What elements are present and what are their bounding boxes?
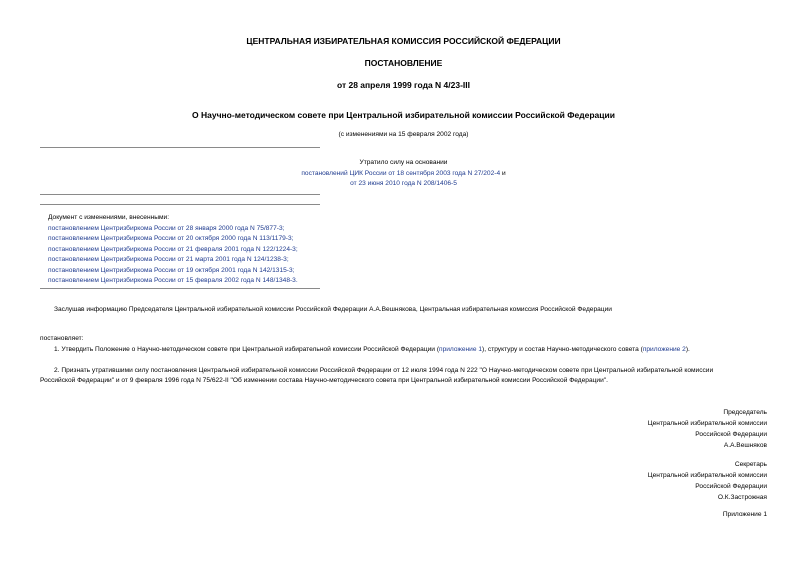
item-2-line-1: 2. Признать утратившими силу постановления Центральной избирательной комиссии Российской Федерации от 12 июля 1994 года N 222 "О Научно-методическом совете при Центральной избирательной комиссии [54, 367, 714, 374]
divider [40, 288, 320, 289]
document-type: ПОСТАНОВЛЕНИЕ [364, 58, 443, 68]
expired-line1: Утратило силу на основании [359, 159, 448, 166]
item-1: 1. Утвердить Положение о Научно-методическом совете при Центральной избирательной комиссии Российской Федерации (приложение 1), структуру и состав Научно-методического совета (приложение 2). [54, 346, 690, 353]
appendix-2-link[interactable]: приложение 2 [642, 346, 686, 353]
appendix-1-link[interactable]: приложение 1 [439, 346, 483, 353]
item-2-line-2: Российской Федерации" и от 9 февраля 1996 года N 75/622-II "Об изменении состава Научно-методического совета при Центральной избирательной комиссии Российской Федерации". [40, 377, 608, 384]
amendments-list [48, 213, 298, 287]
amendment-link[interactable]: постановлением Центризбиркома России от 15 февраля 2002 года N 148/1348-3. [48, 277, 298, 284]
secretary-role: Секретарь [734, 461, 767, 468]
amendment-link[interactable]: постановлением Центризбиркома России от 21 марта 2001 года N 124/1238-3; [48, 256, 289, 263]
divider [40, 147, 320, 148]
secretary-org-1: Центральной избирательной комиссии [647, 472, 767, 479]
expired-and: и [500, 169, 506, 177]
amendment-link[interactable]: постановлением Центризбиркома России от 28 января 2000 года N 75/877-3; [48, 224, 285, 232]
resolves-label: постановляет: [40, 335, 84, 342]
amendment-link[interactable]: постановлением Центризбиркома России от 21 февраля 2001 года N 122/1224-3; [48, 245, 298, 253]
secretary-org-2: Российской Федерации [695, 483, 767, 490]
expired-block [0, 158, 807, 190]
document-date-number: от 28 апреля 1999 года N 4/23-III [336, 80, 471, 90]
chairman-org-1: Центральной избирательной комиссии [647, 420, 767, 427]
chairman-name: А.А.Вешняков [723, 442, 767, 449]
document-title: О Научно-методическом совете при Центральной избирательной комиссии Российской Федерации [192, 110, 615, 120]
commission-heading: ЦЕНТРАЛЬНАЯ ИЗБИРАТЕЛЬНАЯ КОМИССИЯ РОССИЙСКОЙ ФЕДЕРАЦИИ [246, 36, 561, 46]
expired-line2 [0, 169, 807, 180]
appendix-label: Приложение 1 [722, 511, 767, 518]
amendments-intro: Документ с изменениями, внесенными: [48, 214, 170, 221]
expired-link-2[interactable]: от 23 июня 2010 года N 208/1406-5 [350, 180, 457, 187]
secretary-name: О.К.Застрожная [717, 494, 767, 501]
chairman-org-2: Российской Федерации [695, 431, 767, 438]
expired-link-1[interactable]: постановлений ЦИК России от 18 сентября 2003 года N 27/202-4 [301, 169, 501, 177]
chairman-block [648, 407, 767, 451]
preamble: Заслушав информацию Председателя Центральной избирательной комиссии Российской Федерации А.А.Вешнякова, Центральная избирательная комиссия Российской Федерации [54, 306, 612, 313]
chairman-role: Председатель [723, 409, 767, 416]
amendment-link[interactable]: постановлением Центризбиркома России от 20 октября 2000 года N 113/1179-3; [48, 235, 294, 242]
secretary-block [648, 459, 767, 503]
divider [40, 204, 320, 205]
divider [40, 194, 320, 195]
revision-note: (с изменениями на 15 февраля 2002 года) [338, 131, 469, 138]
amendment-link[interactable]: постановлением Центризбиркома России от 19 октября 2001 года N 142/1315-3; [48, 266, 295, 274]
